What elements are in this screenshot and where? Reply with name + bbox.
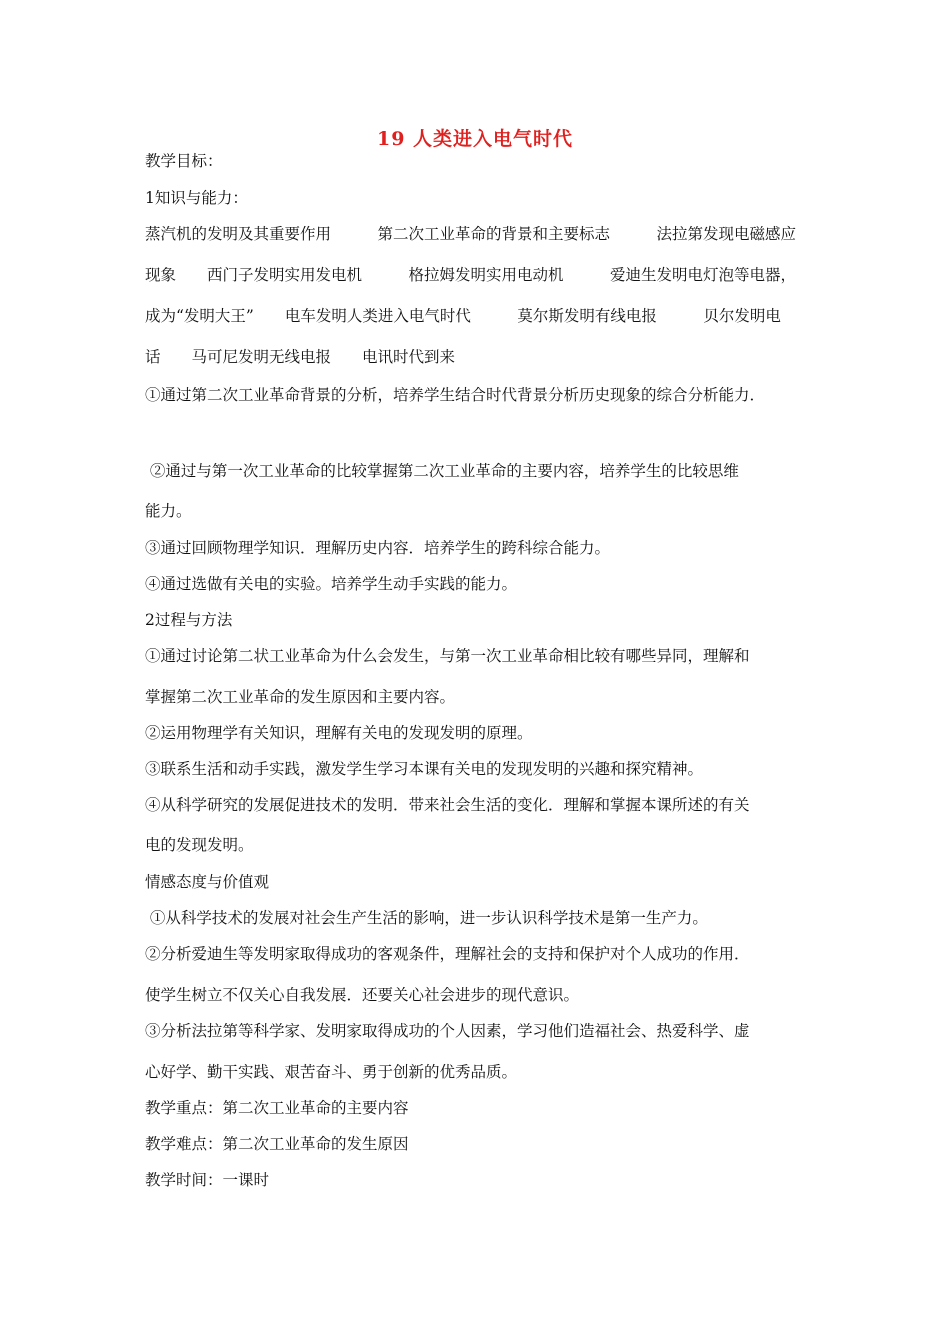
knowledge-line-4: 话 马可尼发明无线电报 电讯时代到来: [145, 348, 456, 366]
section-heading-teaching-goals: 教学目标：: [145, 152, 223, 170]
process-item-1: ①通过讨论第二状工业革命为什么会发生，与第一次工业革命相比较有哪些异同，理解和: [145, 647, 750, 665]
ability-item-3: ③通过回顾物理学知识．理解历史内容．培养学生的跨科综合能力。: [145, 539, 611, 557]
teaching-key-point: 教学重点：第二次工业革命的主要内容: [145, 1099, 409, 1117]
process-item-2: ②运用物理学有关知识，理解有关电的发现发明的原理。: [145, 724, 533, 742]
document-title: 19 人类进入电气时代: [376, 128, 574, 150]
values-item-3: ③分析法拉第等科学家、发明家取得成功的个人因素，学习他们造福社会、热爱科学、虚: [145, 1022, 750, 1040]
process-item-3: ③联系生活和动手实践，激发学生学习本课有关电的发现发明的兴趣和探究精神。: [145, 760, 704, 778]
values-item-2-cont: 使学生树立不仅关心自我发展．还要关心社会进步的现代意识。: [145, 986, 580, 1004]
process-item-1-cont: 掌握第二次工业革命的发生原因和主要内容。: [145, 688, 456, 706]
values-item-2: ②分析爱迪生等发明家取得成功的客观条件，理解社会的支持和保护对个人成功的作用．: [145, 945, 750, 963]
subsection-heading-knowledge: 1知识与能力：: [145, 189, 248, 207]
ability-item-4: ④通过选做有关电的实验。培养学生动手实践的能力。: [145, 575, 518, 593]
process-item-4-cont: 电的发现发明。: [145, 836, 254, 854]
knowledge-line-1: 蒸汽机的发明及其重要作用 第二次工业革命的背景和主要标志 法拉第发现电磁感应: [145, 225, 797, 243]
teaching-difficulty: 教学难点：第二次工业革命的发生原因: [145, 1135, 409, 1153]
knowledge-line-3: 成为“发明大王” 电车发明人类进入电气时代 莫尔斯发明有线电报 贝尔发明电: [145, 307, 781, 325]
ability-item-1: ①通过第二次工业革命背景的分析，培养学生结合时代背景分析历史现象的综合分析能力．: [145, 386, 766, 404]
subsection-heading-values: 情感态度与价值观: [145, 873, 270, 891]
process-item-4: ④从科学研究的发展促进技术的发明．带来社会生活的变化．理解和掌握本课所述的有关: [145, 796, 750, 814]
subsection-heading-process: 2过程与方法: [145, 611, 233, 629]
ability-item-2: ②通过与第一次工业革命的比较掌握第二次工业革命的主要内容，培养学生的比较思维: [145, 462, 739, 480]
teaching-time: 教学时间：一课时: [145, 1171, 270, 1189]
knowledge-line-2: 现象 西门子发明实用发电机 格拉姆发明实用电动机 爱迪生发明电灯泡等电器，: [145, 266, 797, 284]
ability-item-2-cont: 能力。: [145, 502, 192, 520]
values-item-3-cont: 心好学、勤干实践、艰苦奋斗、勇于创新的优秀品质。: [145, 1063, 518, 1081]
values-item-1: ①从科学技术的发展对社会生产生活的影响，进一步认识科学技术是第一生产力。: [145, 909, 708, 927]
